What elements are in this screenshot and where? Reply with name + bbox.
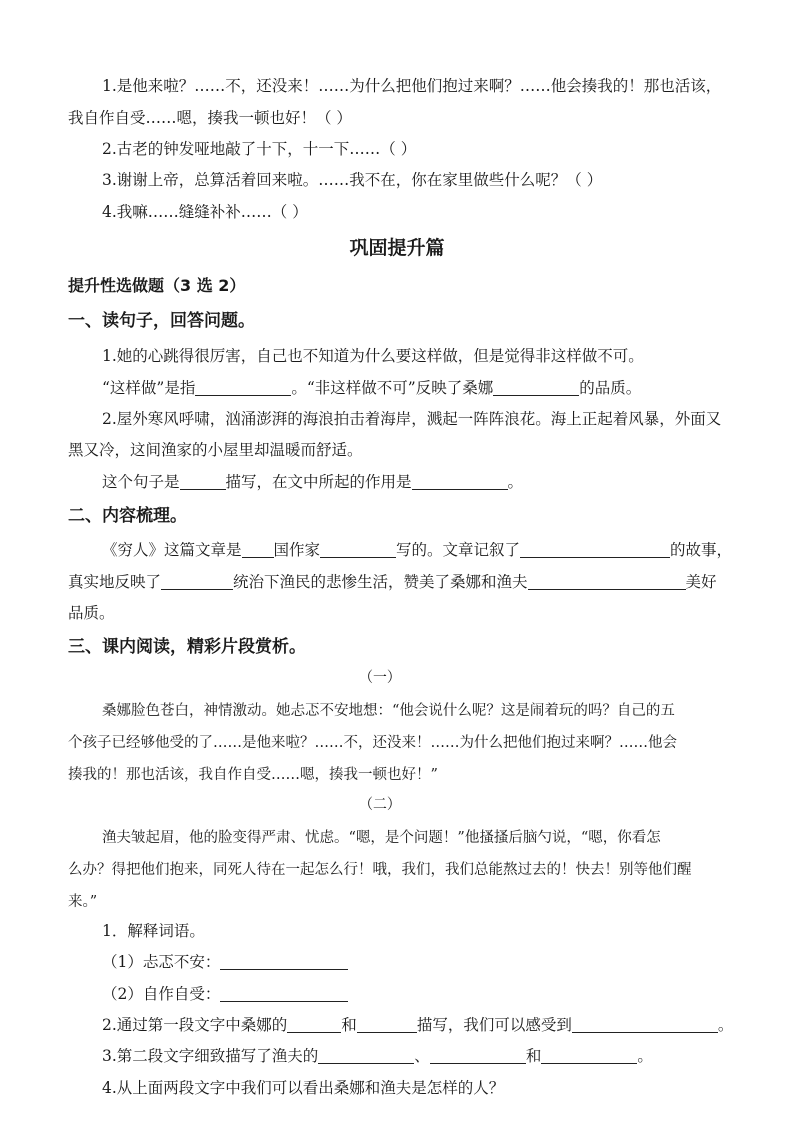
part2-text-2: 国作家: [273, 541, 321, 559]
top-item-1-line-1: 1.是他来啦？……不，还没来！……为什么把他们抱过来啊？……他会揍我的！那也活该，: [102, 77, 722, 95]
answer-blank[interactable]: [528, 573, 686, 590]
top-item-3: 3.谢谢上帝，总算活着回来啦。……我不在，你在家里做些什么呢？（ ）: [102, 171, 603, 189]
part1-q1-text-b: 。“非这样做不可”反映了桑娜: [291, 379, 494, 397]
subtitle: 提升性选做题（3 选 2）: [68, 276, 246, 295]
part3-q3-text-b: 、: [414, 1047, 430, 1065]
top-item-4: 4.我嘛……缝缝补补……（ ）: [102, 203, 308, 221]
part3-q3-text-a: 3.第二段文字细致描写了渔夫的: [102, 1047, 319, 1065]
passage-2-line-3: 来。”: [68, 894, 98, 910]
part1-q2-line-1: 2.屋外寒风呼啸，汹涌澎湃的海浪拍击着海岸，溅起一阵阵浪花。海上正起着风暴，外面又: [102, 410, 722, 428]
part2-heading: 二、内容梳理。: [68, 506, 187, 526]
part3-q4: 4.从上面两段文字中我们可以看出桑娜和渔夫是怎样的人？: [102, 1079, 505, 1097]
answer-blank[interactable]: [493, 379, 579, 396]
part1-q2-text-c: 。: [507, 473, 524, 491]
part3-q2-text-c: 描写，我们可以感受到: [416, 1016, 572, 1034]
passage-2-line-2: 么办？得把他们抱来，同死人待在一起怎么行！哦，我们，我们总能熬过去的！快去！别等他们醒: [68, 862, 692, 878]
part3-q1: 1．解释词语。: [102, 922, 205, 940]
part2-text-3: 写的。文章记叙了: [396, 541, 521, 559]
part3-q2-text-d: 。: [717, 1016, 734, 1034]
part1-q2-fill: [102, 472, 523, 492]
answer-blank[interactable]: [318, 1047, 414, 1064]
answer-blank[interactable]: [180, 473, 226, 490]
part3-q1-1-text: （1）忐忑不安：: [102, 953, 221, 971]
part2-text-6: 统治下渔民的悲惨生活，赞美了桑娜和渔夫: [233, 573, 528, 591]
answer-blank[interactable]: [287, 1016, 341, 1033]
part3-q1-2: [102, 984, 348, 1004]
answer-blank[interactable]: [220, 953, 348, 970]
part2-text-4: 的故事，: [670, 541, 733, 559]
part2-line-1: [102, 540, 732, 560]
passage-2-line-1: 渔夫皱起眉，他的脸变得严肃、忧虑。“嗯，是个问题！”他搔搔后脑勺说，“嗯，你看怎: [102, 830, 661, 846]
part3-q3-text-d: 。: [637, 1047, 653, 1065]
part3-q1-1: [102, 952, 348, 972]
part1-q1-text-a: “这样做”是指: [102, 379, 196, 397]
passage-2-label: （二）: [359, 797, 401, 813]
answer-blank[interactable]: [220, 985, 348, 1002]
answer-blank[interactable]: [572, 1016, 718, 1033]
section-title: 巩固提升篇: [349, 237, 445, 259]
passage-1-line-3: 揍我的！那也活该，我自作自受……嗯，揍我一顿也好！”: [68, 767, 438, 783]
part1-q1-fill: [102, 378, 641, 398]
passage-1-line-1: 桑娜脸色苍白，神情激动。她忐忑不安地想：“他会说什么呢？这是闹着玩的吗？自己的五: [102, 703, 675, 719]
part3-q2: [102, 1015, 733, 1035]
part3-q3: [102, 1046, 653, 1066]
answer-blank[interactable]: [242, 541, 274, 558]
answer-blank[interactable]: [357, 1016, 417, 1033]
part2-text-5: 真实地反映了: [68, 573, 162, 591]
answer-blank[interactable]: [430, 1047, 526, 1064]
part3-heading: 三、课内阅读，精彩片段赏析。: [68, 637, 306, 657]
top-item-2: 2.古老的钟发哑地敲了十下，十一下……（ ）: [102, 140, 417, 158]
part1-q2-text-b: 描写，在文中所起的作用是: [225, 473, 412, 491]
part2-line-2: [68, 572, 717, 592]
part1-q1-text-c: 的品质。: [579, 379, 642, 397]
part3-q3-text-c: 和: [525, 1047, 542, 1065]
passage-1-label: （一）: [359, 670, 401, 686]
top-item-1-line-2: 我自作自受……嗯，揍我一顿也好！（ ）: [68, 109, 352, 127]
answer-blank[interactable]: [320, 541, 396, 558]
part2-line-3: 品质。: [68, 604, 115, 622]
part1-q2-line-2: 黑又冷，这间渔家的小屋里却温暖而舒适。: [68, 441, 363, 459]
part1-q2-text-a: 这个句子是: [102, 473, 180, 491]
part2-text-1: 《穷人》这篇文章是: [102, 541, 242, 559]
answer-blank[interactable]: [541, 1047, 637, 1064]
answer-blank[interactable]: [520, 541, 670, 558]
answer-blank[interactable]: [412, 473, 508, 490]
answer-blank[interactable]: [161, 573, 233, 590]
part3-q2-text-b: 和: [341, 1016, 357, 1034]
part3-q2-text-a: 2.通过第一段文字中桑娜的: [102, 1016, 288, 1034]
part1-q1: 1.她的心跳得很厉害，自己也不知道为什么要这样做，但是觉得非这样做不可。: [102, 347, 644, 365]
part2-text-7: 美好: [685, 573, 717, 591]
answer-blank[interactable]: [195, 379, 291, 396]
part3-q1-2-text: （2）自作自受：: [102, 985, 221, 1003]
part1-heading: 一、读句子，回答问题。: [68, 311, 255, 331]
passage-1-line-2: 个孩子已经够他受的了……是他来啦？……不，还没来！……为什么把他们抱过来啊？……他会: [68, 735, 677, 751]
